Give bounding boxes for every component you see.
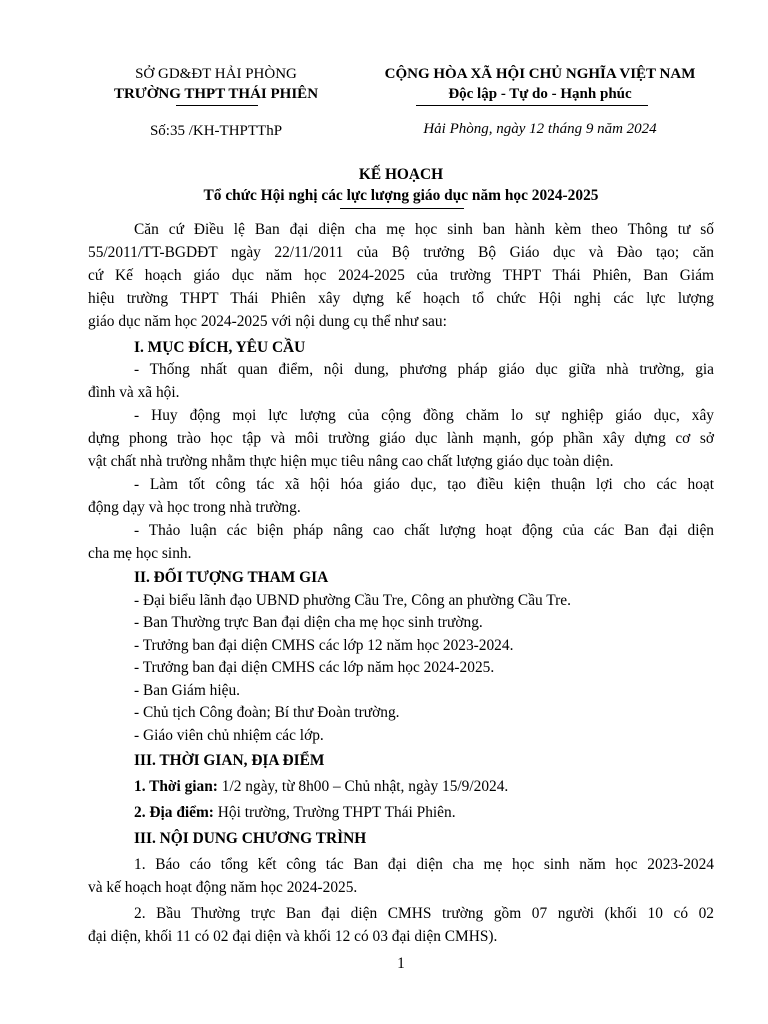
section-heading: I. MỤC ĐÍCH, YÊU CẦU [134,339,306,356]
document-subtitle: Tổ chức Hội nghị các lực lượng giáo dục năm học 2024-2025 [203,187,599,204]
time-label: 1. Thời gian: [134,778,218,795]
section-heading: II. ĐỐI TƯỢNG THAM GIA [134,569,329,586]
section-line: - Huy động mọi lực lượng của cộng đồng chăm lo sự nghiệp giáo dục, xây [134,407,714,424]
time-value: 1/2 ngày, từ 8h00 – Chủ nhật, ngày 15/9/2024. [217,778,509,795]
section-line: - Làm tốt công tác xã hội hóa giáo dục, tạo điều kiện thuận lợi cho các hoạt [134,476,714,493]
participant-item: - Giáo viên chủ nhiệm các lớp. [134,727,324,744]
program-line: 2. Bầu Thường trực Ban đại diện CMHS trường gồm 07 người (khối 10 có 02 [134,905,714,922]
program-line: 1. Báo cáo tổng kết công tác Ban đại diện cha mẹ học sinh năm học 2023-2024 [134,856,714,873]
section-line: vật chất nhà trường nhằm thực hiện mục tiêu nâng cao chất lượng giáo dục toàn diện. [88,453,614,470]
participant-item: - Ban Thường trực Ban đại diện cha mẹ học sinh trường. [134,614,483,631]
participant-item: - Chủ tịch Công đoàn; Bí thư Đoàn trường. [134,704,400,721]
intro-line: cứ Kế hoạch giáo dục năm học 2024-2025 của trường THPT Thái Phiên, Ban Giám [88,267,714,284]
place-value: Hội trường, Trường THPT Thái Phiên. [213,804,456,821]
participant-item: - Đại biểu lãnh đạo UBND phường Cầu Tre, Công an phường Cầu Tre. [134,592,571,609]
intro-line: giáo dục năm học 2024-2025 với nội dung cụ thể như sau: [88,313,447,330]
section-line: động dạy và học trong nhà trường. [88,499,301,516]
program-line: và kế hoạch hoạt động năm học 2024-2025. [88,879,358,896]
section-heading: III. NỘI DUNG CHƯƠNG TRÌNH [134,830,367,847]
school-underline [176,105,258,106]
time-line [134,776,760,799]
participant-item: - Ban Giám hiệu. [134,682,240,699]
document-title: KẾ HOẠCH [358,166,444,183]
page-number: 1 [397,955,405,972]
participant-item: - Trưởng ban đại diện CMHS các lớp 12 năm học 2023-2024. [134,637,514,654]
place-label: 2. Địa điểm: [134,804,214,821]
motto: Độc lập - Tự do - Hạnh phúc [448,86,632,102]
title-underline [340,208,464,209]
place-line [134,802,760,825]
section-line: đình và xã hội. [88,384,180,401]
intro-line: Căn cứ Điều lệ Ban đại diện cha mẹ học sinh ban hành kèm theo Thông tư số [134,221,714,238]
place-date: Hải Phòng, ngày 12 tháng 9 năm 2024 [423,121,657,137]
intro-line: 55/2011/TT-BGDĐT ngày 22/11/2011 của Bộ trưởng Bộ Giáo dục và Đào tạo; căn [88,244,714,261]
participant-item: - Trưởng ban đại diện CMHS các lớp năm học 2024-2025. [134,659,495,676]
section-heading: III. THỜI GIAN, ĐỊA ĐIỂM [134,752,325,769]
intro-line: hiệu trường THPT Thái Phiên xây dựng kế hoạch tổ chức Hội nghị các lực lượng [88,290,714,307]
section-line: cha mẹ học sinh. [88,545,192,562]
program-line: đại diện, khối 11 có 02 đại diện và khối 12 có 03 đại diện CMHS). [88,928,498,945]
section-line: dựng phong trào học tập và môi trường giáo dục lành mạnh, góp phần xây dựng cơ sở [88,430,714,447]
section-line: - Thống nhất quan điểm, nội dung, phương pháp giáo dục giữa nhà trường, gia [134,361,714,378]
school-name: TRƯỜNG THPT THÁI PHIÊN [113,86,319,102]
motto-underline [416,105,648,106]
section-line: - Thảo luận các biện pháp nâng cao chất lượng hoạt động của các Ban đại diện [134,522,714,539]
document-number: Số:35 /KH-THPTThP [149,123,283,139]
department-name: SỞ GD&ĐT HẢI PHÒNG [135,66,297,82]
nation-name: CỘNG HÒA XÃ HỘI CHỦ NGHĨA VIỆT NAM [384,66,696,82]
